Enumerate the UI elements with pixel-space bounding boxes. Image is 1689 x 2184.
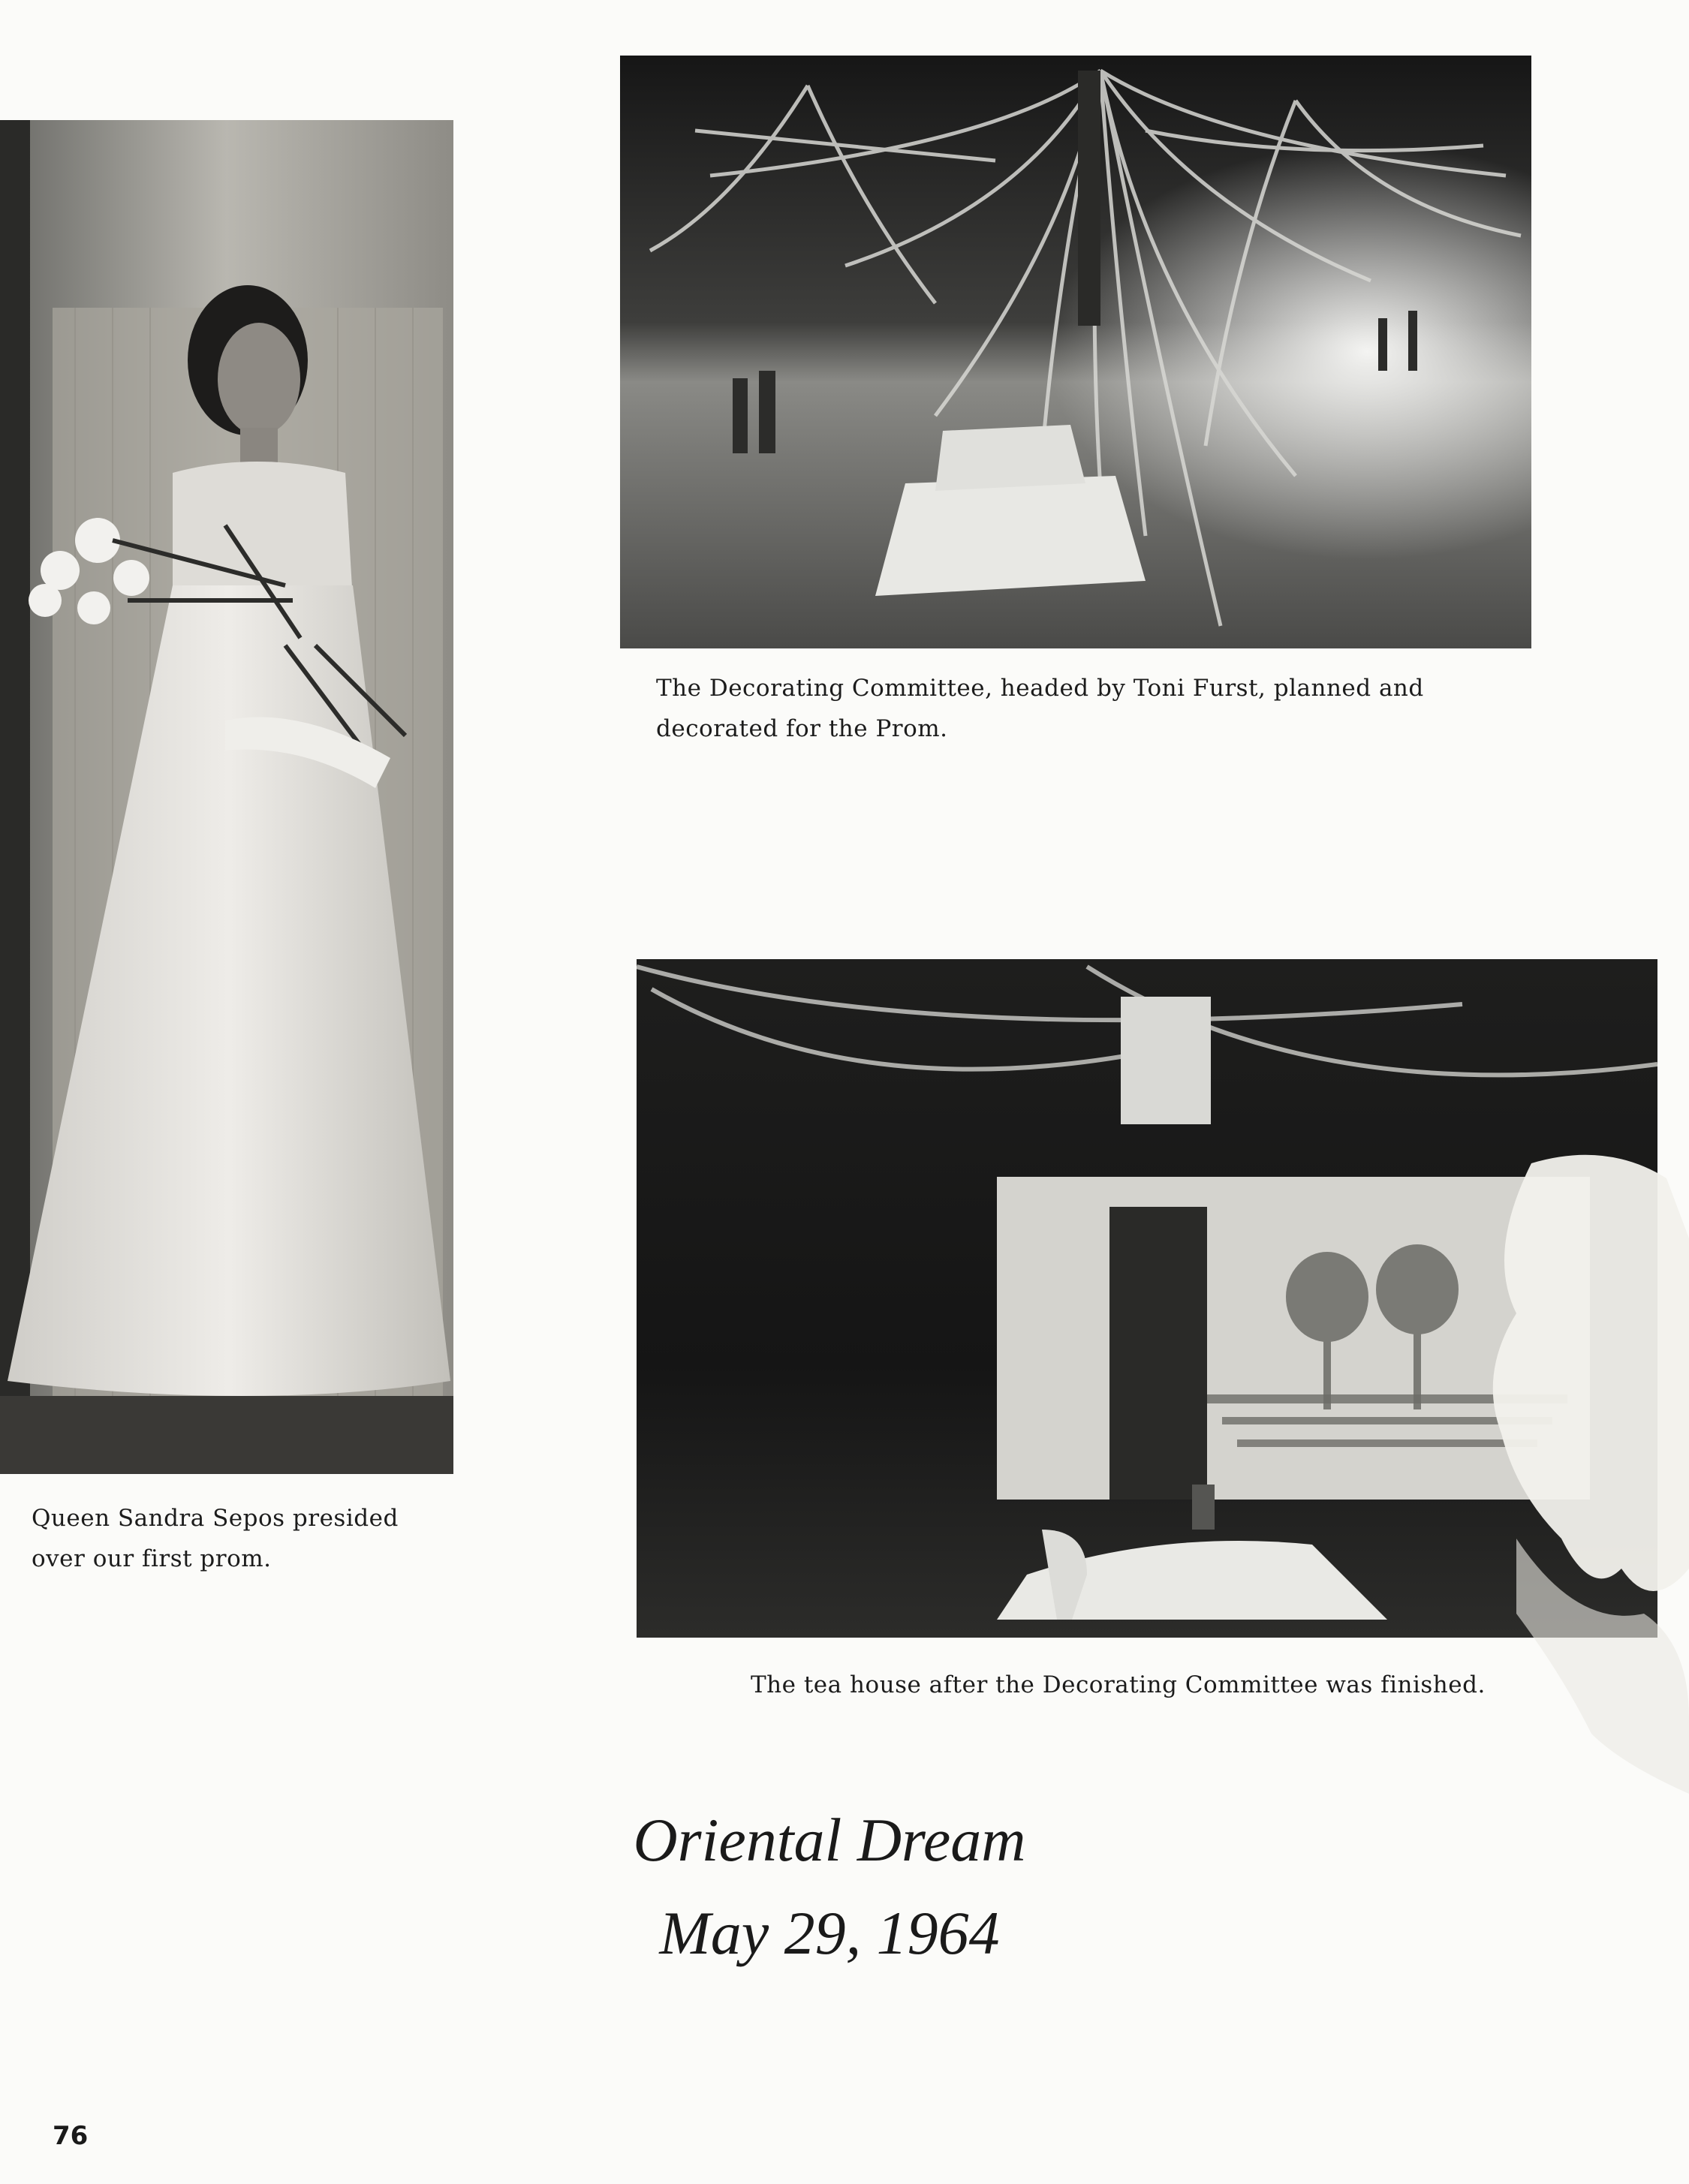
queen-caption-line-2: over our first prom. bbox=[32, 1545, 272, 1572]
queen-caption-line-1: Queen Sandra Sepos presided bbox=[32, 1505, 399, 1532]
decorating-committee-caption bbox=[656, 668, 1424, 749]
tea-house-photo-image bbox=[637, 959, 1657, 1638]
decorating-committee-photo bbox=[620, 56, 1531, 648]
decorating-committee-caption-line-1: The Decorating Committee, headed by Toni Furst, planned and bbox=[656, 675, 1424, 702]
tea-house-photo bbox=[637, 959, 1657, 1638]
page-number: 76 bbox=[53, 2121, 89, 2151]
page-title-line-2: May 29, 1964 bbox=[659, 1899, 1000, 1967]
decorating-committee-photo-image bbox=[620, 56, 1531, 648]
tea-house-caption bbox=[751, 1665, 1486, 1705]
queen-caption bbox=[32, 1498, 399, 1579]
tea-house-caption-line-1: The tea house after the Decorating Committee was finished. bbox=[751, 1671, 1486, 1698]
queen-photo-image bbox=[0, 120, 453, 1474]
queen-photo bbox=[0, 120, 453, 1474]
decorating-committee-caption-line-2: decorated for the Prom. bbox=[656, 715, 948, 742]
page-title-line-1: Oriental Dream bbox=[633, 1806, 1026, 1874]
